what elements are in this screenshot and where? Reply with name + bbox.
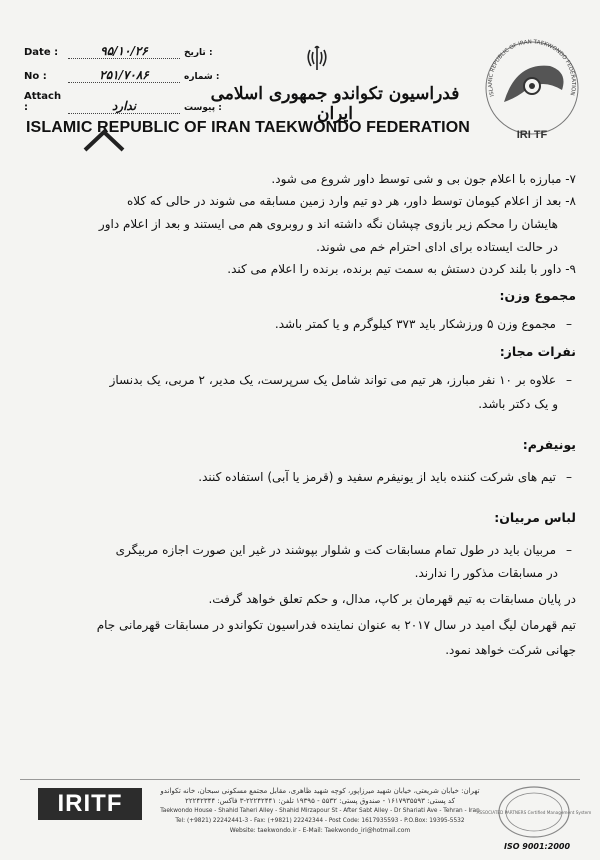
coach-text: – مربیان باید در طول تمام مسابقات کت و شلوار بپوشند در غیر این صورت اجازه مربیگری <box>22 543 576 557</box>
address-en-line2: Tel: (+9821) 22242441-3 - Fax: (+9821) 22242344 - Post Code: 1617935593 - P.O.Box: 19395-5532 <box>175 818 465 824</box>
footer-logo: IRITF <box>38 788 142 820</box>
heading-weight: مجموع وزن: <box>499 288 576 303</box>
footer-address <box>160 786 480 836</box>
uniform-text: – تیم های شرکت کننده باید از یونیفرم سفید و (قرمز یا آبی) استفاده کنند. <box>22 470 576 484</box>
seal-text: ASSOCIATED PARTNERS Certified Management System <box>476 810 592 815</box>
heading-staff: نفرات مجاز: <box>499 344 576 359</box>
iso-label: ISO 9001:2000 <box>503 842 571 851</box>
iran-emblem-icon <box>304 44 330 72</box>
federation-title-fa: فدراسیون تکواندو جمهوری اسلامی ایران <box>210 84 460 124</box>
date-value: ۹۵/۱۰/۲۶ <box>68 44 180 59</box>
staff-text: – علاوه بر ۱۰ نفر مبارز، هر تیم می تواند شامل یک سرپرست، یک مدیر، ۲ مربی، یک بدنساز <box>22 373 576 387</box>
address-fa-line2: کد پستی: ۱۶۱۷۹۳۵۵۹۳ - صندوق پستی: ۵۵۳۲ - ۱۹۳۹۵ تلفن: ۲۲۲۴۲۴۴۱-۳ فاکس: ۲۲۲۴۲۳۴۴ <box>185 797 455 805</box>
rule-9: ۹- داور با بلند کردن دستش به سمت تیم برنده، برنده را اعلام می کند. <box>227 262 576 276</box>
rule-7: ۷- مبارزه با اعلام جون بی و شی توسط داور شروع می شود. <box>271 172 576 186</box>
logo-ring-text: ISLAMIC REPUBLIC OF IRAN TAEKWONDO FEDERATION <box>487 39 577 98</box>
coach-text-cont: در مسابقات مذکور را ندارند. <box>414 566 558 580</box>
closing-awards: در پایان مسابقات به تیم قهرمان بر کاپ، مدال، و حکم تعلق خواهد گرفت. <box>208 592 576 606</box>
heading-coach-attire: لباس مربیان: <box>494 510 576 525</box>
chevron-mark-icon <box>82 128 126 152</box>
date-field <box>24 44 213 59</box>
letter-body <box>22 172 576 657</box>
footer-divider <box>20 779 580 780</box>
rule-8: ۸- بعد از اعلام کیومان توسط داور، هر دو تیم وارد زمین مسابقه می شوند در حالی که کلاه <box>126 194 576 208</box>
address-en-line1: Taekwondo House - Shahid Taheri Alley - Shahid Mirzapour St - After Sabt Alley - Dr Shariati Ave - Tehran - Iran <box>160 808 480 814</box>
address-fa-line1: تهران: خیابان شریعتی، خیابان شهید میرزاپور، کوچه شهید ظاهری، مقابل مجتمع مسکونی سبحان، خانه تکواندو <box>160 787 480 795</box>
number-label: No : <box>24 71 47 82</box>
logo-text: IRI TF <box>516 129 548 141</box>
closing-representative: تیم قهرمان لیگ امید در سال ۲۰۱۷ به عنوان نماینده فدراسیون تکواندو در مسابقات قهرمانی جام <box>96 618 576 632</box>
attach-label-fa: پیوست : <box>184 103 222 113</box>
heading-uniform: یونیفرم: <box>522 437 576 452</box>
number-field <box>24 68 220 83</box>
closing-representative-cont: جهانی شرکت خواهد نمود. <box>445 643 576 657</box>
certification-seal-icon <box>476 784 592 840</box>
rule-8-cont1: هایشان را محکم زیر بازوی چپشان نگه داشته اند و روبروی هم می ایستند و بعد از اعلام داور <box>98 217 558 231</box>
number-value: ۲۵۱/۷۰۸۶ <box>68 68 180 83</box>
weight-text: – مجموع وزن ۵ ورزشکار باید ۳۷۳ کیلوگرم و یا کمتر باشد. <box>22 317 576 331</box>
attach-label: Attach : <box>24 91 62 113</box>
federation-title-en: ISLAMIC REPUBLIC OF IRAN TAEKWONDO FEDERATION <box>26 119 470 136</box>
date-label: Date : <box>24 47 59 58</box>
attach-field <box>24 91 222 114</box>
address-en-line3: Website: taekwondo.ir - E-Mail: Taekwondo_iri@hotmail.com <box>229 827 411 834</box>
federation-logo <box>476 26 588 154</box>
rule-8-cont2: در حالت ایستاده برای ادای احترام خم می شوند. <box>316 240 558 254</box>
number-label-fa: شماره : <box>184 72 220 82</box>
date-label-fa: تاریخ : <box>184 48 213 58</box>
staff-text-cont: و یک دکتر باشد. <box>478 397 558 411</box>
attach-value: ندارد <box>68 99 180 114</box>
